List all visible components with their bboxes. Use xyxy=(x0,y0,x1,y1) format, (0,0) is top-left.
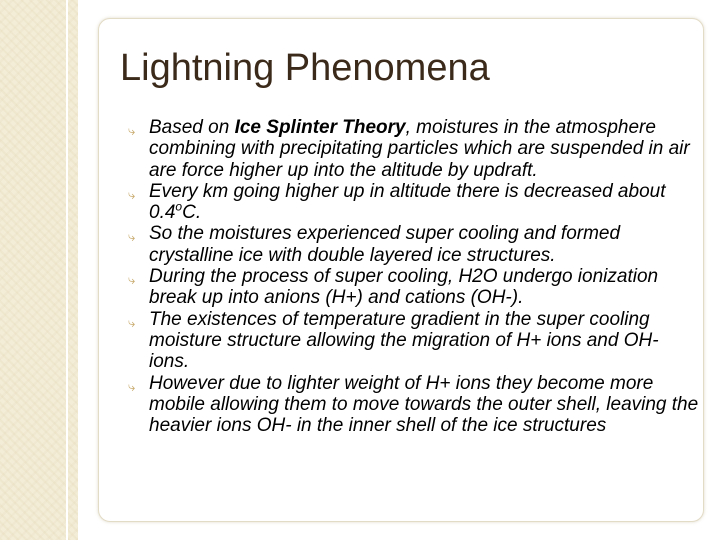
bullet-text: During the process of super cooling, H2O undergo ionization break up into anions (H+) and cations (OH-). xyxy=(149,266,659,309)
bullet-item-4 xyxy=(128,266,700,309)
curled-arrow-bullet-icon: ⤷ xyxy=(128,123,136,138)
bullet-text-post: , moistures in the atmosphere combining with precipitating particles which are suspended in air are force higher up into the altitude by updraft. xyxy=(149,117,690,181)
slide-title: Lightning Phenomena xyxy=(120,47,490,89)
bullet-text-bold: Ice Splinter Theory xyxy=(234,117,406,138)
curled-arrow-bullet-icon: ⤷ xyxy=(128,272,136,288)
bullet-text-pre: Every km going higher up in altitude there is decreased about 0.4 xyxy=(149,180,666,224)
bullet-text: However due to lighter weight of H+ ions they become more mobile allowing them to move towards the outer shell, leaving the heavier ions OH- in the inner shell of the ice structures xyxy=(149,372,699,437)
bullet-item-1 xyxy=(128,117,700,181)
bullet-item-2 xyxy=(128,181,700,224)
curled-arrow-bullet-icon: ⤷ xyxy=(128,314,136,330)
bullet-text-pre: Based on xyxy=(149,117,235,138)
bullet-text-post: C. xyxy=(182,202,202,224)
curled-arrow-bullet-icon: ⤷ xyxy=(128,378,136,394)
bullet-item-3 xyxy=(128,223,700,266)
curled-arrow-bullet-icon: ⤷ xyxy=(128,229,136,245)
bullet-item-6 xyxy=(128,373,700,437)
curled-arrow-bullet-icon: ⤷ xyxy=(128,186,136,202)
bullet-list xyxy=(128,117,700,436)
degree-superscript: o xyxy=(175,199,183,214)
side-strip-divider xyxy=(66,0,68,540)
bullet-text: So the moistures experienced super cooling and formed crystalline ice with double layered ice structures. xyxy=(149,223,621,266)
bullet-text: The existences of temperature gradient in the super cooling moisture structure allowing the migration of H+ ions and OH- ions. xyxy=(149,308,659,373)
bullet-item-5 xyxy=(128,309,700,373)
